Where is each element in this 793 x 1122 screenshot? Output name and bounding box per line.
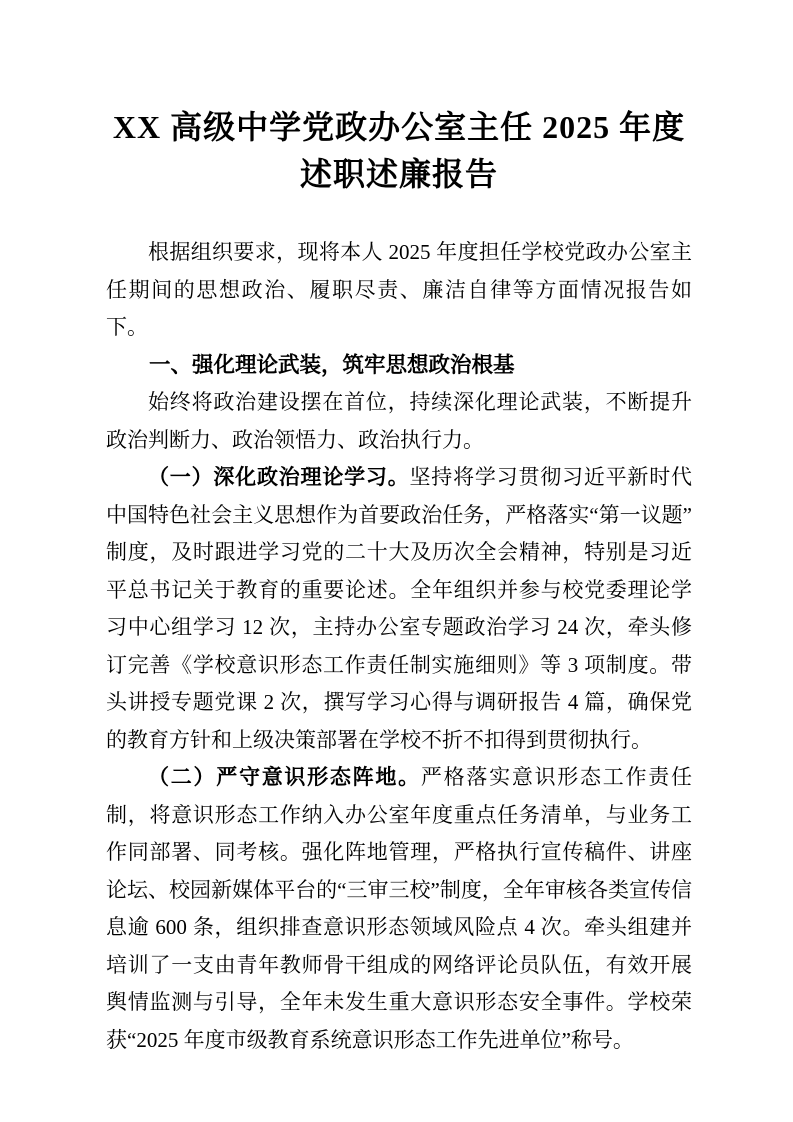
paragraph-theory-overview: 始终将政治建设摆在首位，持续深化理论武装，不断提升政治判断力、政治领悟力、政治执行力。 xyxy=(106,390,692,452)
sub-paragraph-2-text: 严格落实意识形态工作责任制，将意识形态工作纳入办公室年度重点任务清单，与业务工作同部署、同考核。强化阵地管理，严格执行宣传稿件、讲座论坛、校园新媒体平台的“三审三校”制度，全年审核各类宣传信息逾 600 条，组织排查意识形态领域风险点 4 次。牵头组建并培训了一支由青年教师骨干组成的网络评论员队伍，有效开展舆情监测与引导，全年未发生重大意识形态安全事件。学校荣获“2025 年度市级教育系统意识形态工作先进单位”称号。 xyxy=(106,765,693,1052)
paragraph-sub-2 xyxy=(106,759,692,1059)
section-heading-1: 一、强化理论武装，筑牢思想政治根基 xyxy=(149,352,515,377)
paragraph-intro: 根据组织要求，现将本人 2025 年度担任学校党政办公室主任期间的思想政治、履职尽责、廉洁自律等方面情况报告如下。 xyxy=(106,240,692,339)
sub-paragraph-1-text: 坚持将学习贯彻习近平新时代中国特色社会主义思想作为首要政治任务，严格落实“第一议题”制度，及时跟进学习党的二十大及历次全会精神，特别是习近平总书记关于教育的重要论述。全年组织并参与校党委理论学习中心组学习 12 次，主持办公室专题政治学习 24 次，牵头修订完善《学校意识形态工作责任制实施细则》等 3 项制度。带头讲授专题党课 2 次，撰写学习心得与调研报告 4 篇，确保党的教育方针和上级决策部署在学校不折不扣得到贯彻执行。 xyxy=(106,465,692,752)
document-title: XX 高级中学党政办公室主任 2025 年度述职述廉报告 xyxy=(112,109,686,192)
paragraph-sub-1 xyxy=(106,459,692,759)
sub-heading-1-lead: （一）深化政治理论学习。 xyxy=(148,465,410,489)
sub-heading-2-lead: （二）严守意识形态阵地。 xyxy=(148,765,421,789)
